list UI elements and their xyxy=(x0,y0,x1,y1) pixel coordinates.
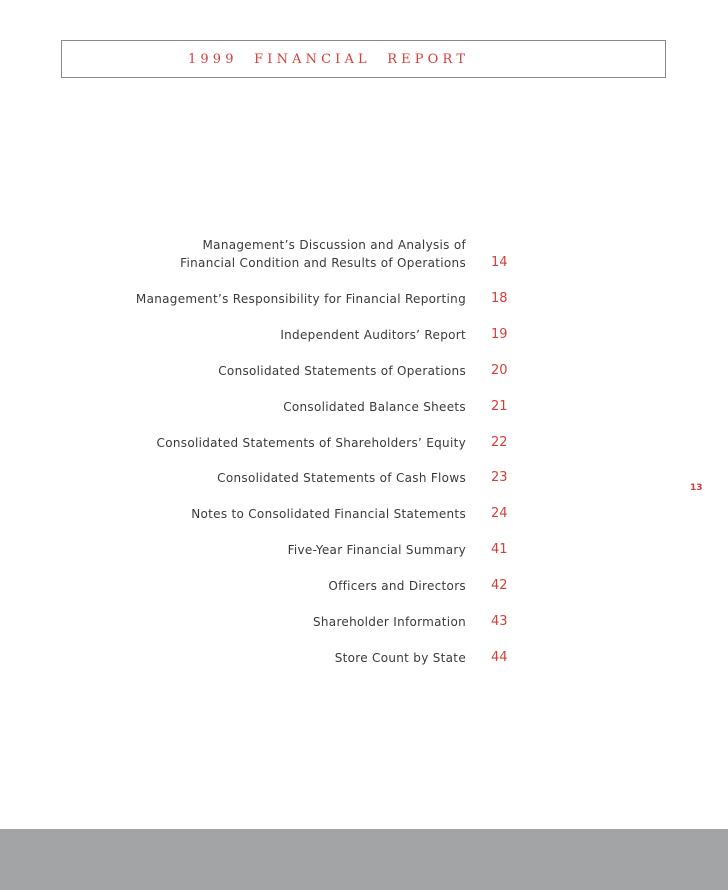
toc-entry-page: 21 xyxy=(491,399,508,414)
toc-entry[interactable] xyxy=(0,469,728,487)
toc-entry-page: 24 xyxy=(491,506,508,521)
toc-entry-title: Store Count by State xyxy=(334,651,466,665)
toc-entry-page: 18 xyxy=(491,291,508,306)
toc-entry[interactable] xyxy=(0,434,728,452)
toc-entry-title: Five-Year Financial Summary xyxy=(287,543,466,557)
toc-entry[interactable] xyxy=(0,236,728,272)
toc-entry-title xyxy=(180,236,466,272)
toc-entry-title: Management’s Responsibility for Financial Reporting xyxy=(135,292,466,306)
toc-entry-title: Consolidated Balance Sheets xyxy=(283,400,466,414)
toc-entry-page: 20 xyxy=(491,363,508,378)
toc-entry-title: Consolidated Statements of Operations xyxy=(218,364,466,378)
toc-entry-page: 42 xyxy=(491,578,508,593)
toc-entry[interactable] xyxy=(0,326,728,344)
toc-entry-page: 19 xyxy=(491,327,508,342)
toc-entry-title: Consolidated Statements of Shareholders’ Equity xyxy=(156,436,466,450)
toc-entry[interactable] xyxy=(0,505,728,523)
toc-entry[interactable] xyxy=(0,649,728,667)
toc-entry[interactable] xyxy=(0,541,728,559)
toc-entry-title: Officers and Directors xyxy=(328,579,466,593)
toc-entry-title: Consolidated Statements of Cash Flows xyxy=(217,471,466,485)
toc-entry-title: Shareholder Information xyxy=(312,615,466,629)
toc-entry-title-line: Financial Condition and Results of Operations xyxy=(180,256,466,270)
toc-entry[interactable] xyxy=(0,290,728,308)
toc-entry[interactable] xyxy=(0,613,728,631)
toc-entry-page: 43 xyxy=(491,614,508,629)
toc-entry-title: Notes to Consolidated Financial Statements xyxy=(191,507,466,521)
toc-entry-page: 44 xyxy=(491,650,508,665)
toc-entry[interactable] xyxy=(0,577,728,595)
toc-entry-page: 22 xyxy=(491,435,508,450)
report-title: 1 9 9 9 F I N A N C I A L R E P O R T xyxy=(188,52,466,67)
toc-entry[interactable] xyxy=(0,362,728,380)
toc-entry-page: 14 xyxy=(491,255,508,270)
footer-band xyxy=(0,829,728,890)
page-number: 13 xyxy=(690,483,703,493)
toc-entry-title: Independent Auditors’ Report xyxy=(280,328,466,342)
toc-entry-page: 23 xyxy=(491,470,508,485)
toc-entry-title-line: Management’s Discussion and Analysis of xyxy=(202,238,466,252)
toc-entry-page: 41 xyxy=(491,542,508,557)
toc-entry[interactable] xyxy=(0,398,728,416)
